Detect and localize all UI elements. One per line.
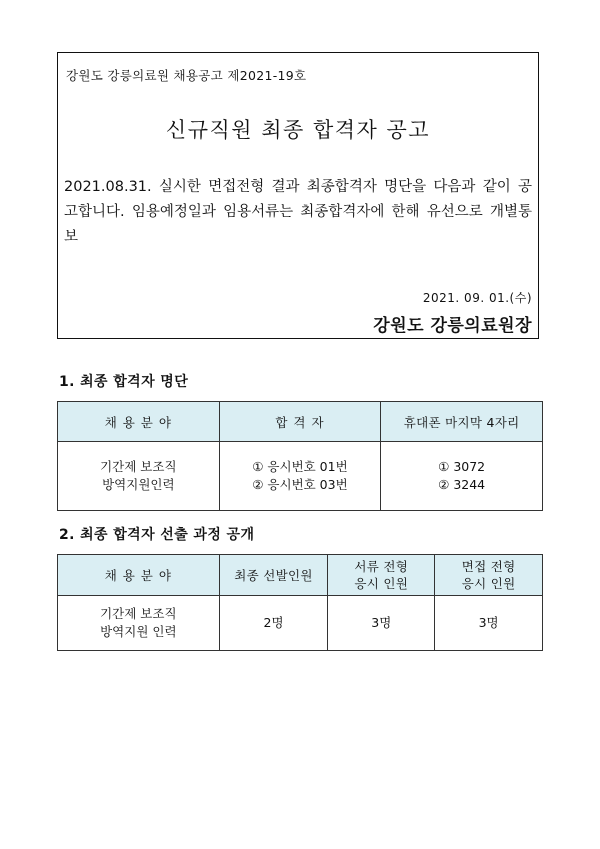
document-count-cell: 3명 [328, 596, 435, 651]
field-cell [58, 442, 220, 511]
notice-body: 2021.08.31. 실시한 면접전형 결과 최종합격자 명단을 다음과 같이 공고합니다. 임용예정일과 임용서류는 최종합격자에 한해 유선으로 개별통보 [64, 179, 532, 245]
header-field: 채 용 분 야 [58, 402, 220, 442]
interview-header-line1: 면접 전형 [461, 559, 516, 574]
header-phone: 휴대폰 마지막 4자리 [381, 402, 543, 442]
notice-date: 2021. 09. 01.(수) [422, 291, 532, 305]
final-applicants-table [57, 401, 543, 511]
applicant-2: ② 응시번호 03번 [252, 477, 348, 492]
header-document-screening [328, 555, 435, 596]
applicant-cell [219, 442, 381, 511]
selection-process-table [57, 554, 543, 651]
field-cell [58, 596, 220, 651]
final-count-cell: 2명 [219, 596, 328, 651]
phone-cell [381, 442, 543, 511]
section2-heading: 2. 최종 합격자 선출 과정 공개 [59, 527, 255, 543]
interview-header-line2: 응시 인원 [461, 576, 516, 591]
header-final-count: 최종 선발인원 [219, 555, 328, 596]
table-row [58, 442, 543, 511]
page-title: 신규직원 최종 합격자 공고 [165, 118, 431, 142]
issuer-signature: 강원도 강릉의료원장 [373, 316, 532, 336]
table-row [58, 596, 543, 651]
doc-header-line2: 응시 인원 [354, 576, 409, 591]
field-line1: 기간제 보조직 [100, 606, 177, 621]
header-applicant: 합 격 자 [219, 402, 381, 442]
field-line2: 방역지원 인력 [100, 624, 177, 639]
field-line1: 기간제 보조직 [100, 459, 177, 474]
table-header-row [58, 402, 543, 442]
header-field: 채 용 분 야 [58, 555, 220, 596]
phone-2: ② 3244 [438, 477, 486, 492]
notice-box [57, 52, 539, 339]
interview-count-cell: 3명 [435, 596, 543, 651]
field-line2: 방역지원인력 [102, 477, 175, 492]
header-interview [435, 555, 543, 596]
phone-1: ① 3072 [438, 459, 486, 474]
doc-header-line1: 서류 전형 [354, 559, 409, 574]
table-header-row [58, 555, 543, 596]
section1-heading: 1. 최종 합격자 명단 [59, 374, 189, 390]
applicant-1: ① 응시번호 01번 [252, 459, 348, 474]
notice-number: 강원도 강릉의료원 채용공고 제2021-19호 [66, 68, 307, 83]
